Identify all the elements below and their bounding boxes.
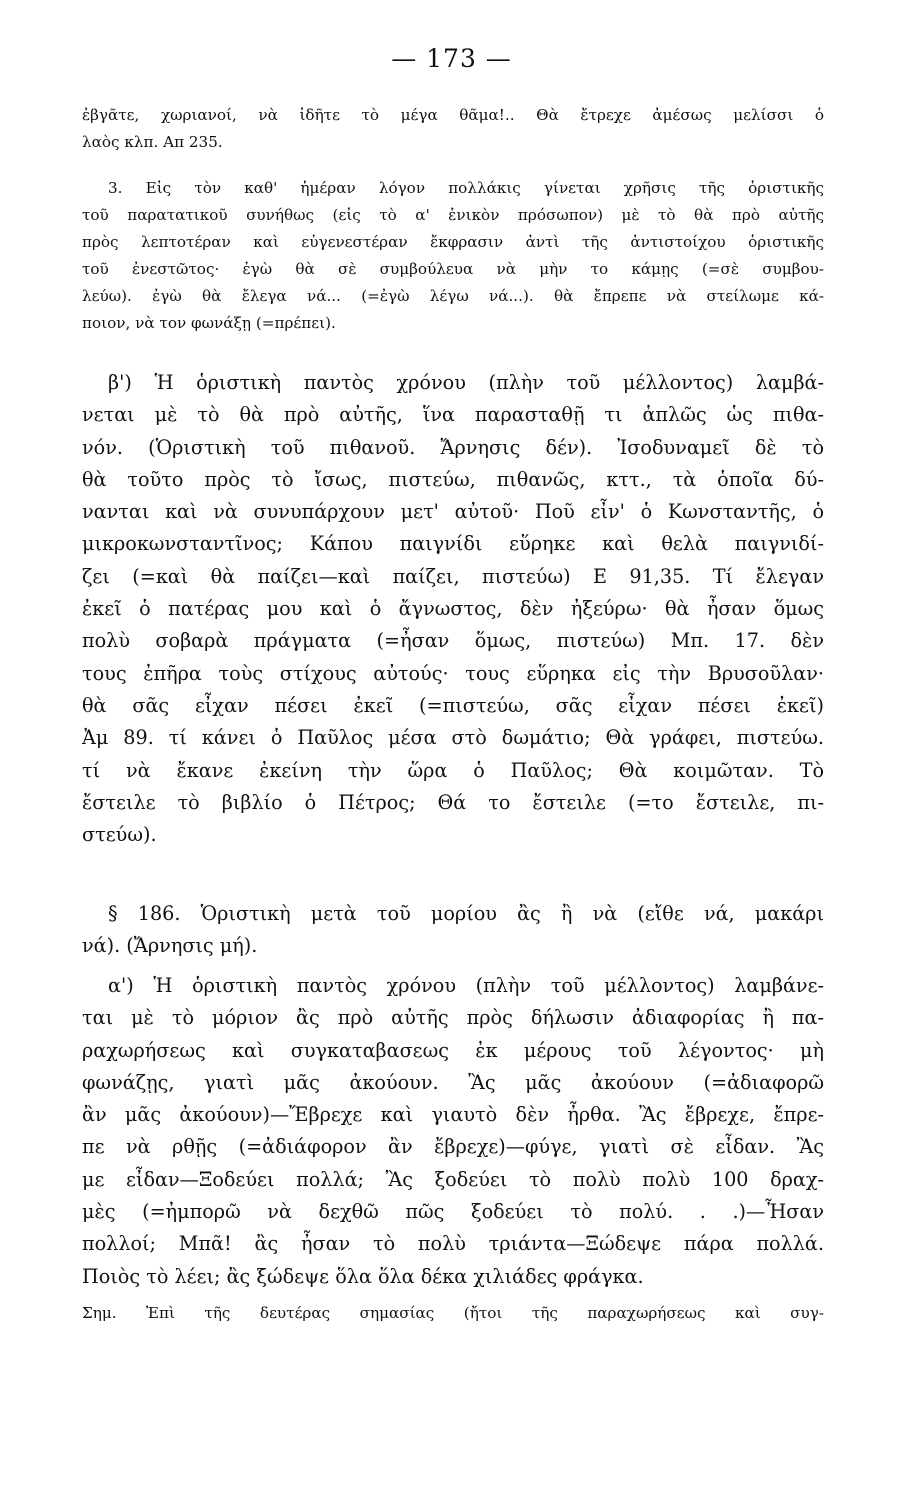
text-line: θὰ σᾶς εἶχαν πέσει ἐκεῖ (=πιστεύω, σᾶς εἶχαν πέσει ἐκεῖ) (82, 693, 824, 717)
text-line: Ἀμ 89. τί κάνει ὁ Παῦλος μέσα στὸ δωμάτιο; Θὰ γράφει, πιστεύω. (82, 726, 824, 750)
text-line: α') Ἡ ὁριστικὴ παντὸς χρόνου (πλὴν τοῦ μέλλοντος) λαμβάνε- (108, 974, 824, 997)
text-line: τί νὰ ἔκανε ἐκείνη τὴν ὥρα ὁ Παῦλος; Θὰ κοιμῶταν. Τὸ (82, 758, 824, 782)
text-line: στεύω). (82, 823, 157, 847)
text-line: μικροκωνσταντῖνος; Κάπου παιγνίδι εὕρηκε καὶ θελὰ παιγνιδί- (82, 532, 824, 556)
text-line: μὲς (=ἠμπορῶ νὰ δεχθῶ πῶς ξοδεύει τὸ πολύ. . .)—Ἦσαν (82, 1200, 824, 1224)
text-line: ται μὲ τὸ μόριον ἂς πρὸ αὐτῆς πρὸς δήλωσιν ἀδιαφορίας ἢ πα- (82, 1006, 824, 1030)
text-line: τοῦ ἐνεστῶτος· ἐγὼ θὰ σὲ συμβούλευα νὰ μὴν το κάμῃς (=σὲ συμβου- (82, 260, 824, 278)
text-line: πολὺ σοβαρὰ πράγματα (=ἦσαν ὅμως, πιστεύω) Μπ. 17. δὲν (82, 629, 824, 653)
example-continuation (82, 102, 824, 156)
text-line: λεύω). ἐγὼ θὰ ἔλεγα νά... (=ἐγὼ λέγω νά...). θὰ ἔπρεπε νὰ στείλωμε κά- (82, 287, 824, 305)
text-line: τοῦ παρατατικοῦ συνήθως (εἰς τὸ α' ἑνικὸν πρόσωπον) μὲ τὸ θὰ πρὸ αὐτῆς (82, 206, 824, 224)
text-line: § 186. Ὁριστικὴ μετὰ τοῦ μορίου ἂς ἢ νὰ (εἴθε νά, μακάρι (108, 902, 824, 925)
text-line: πρὸς λεπτοτέραν καὶ εὐγενεστέραν ἔκφρασιν ἀντὶ τῆς ἀντιστοίχου ὁριστικῆς (82, 233, 824, 251)
text-line: νεται μὲ τὸ θὰ πρὸ αὐτῆς, ἵνα παρασταθῇ τι ἁπλῶς ὡς πιθα- (82, 403, 824, 427)
text-line: πε νὰ ρθῇς (=ἀδιάφορον ἂν ἔβρεχε)—φύγε, γιατὶ σὲ εἶδαν. Ἂς (82, 1135, 824, 1159)
text-line: λαὸς κλπ. Απ 235. (82, 133, 223, 151)
text-line: β') Ἡ ὁριστικὴ παντὸς χρόνου (πλὴν τοῦ μέλλοντος) λαμβά- (108, 371, 824, 394)
paragraph-b (82, 367, 824, 851)
text-line: πολλοί; Μπᾶ! ἂς ἦσαν τὸ πολὺ τριάντα—Ξώδεψε πάρα πολλά. (82, 1232, 824, 1256)
page-number: — 173 — (391, 44, 512, 73)
text-line: ἂν μᾶς ἀκούουν)—Ἔβρεχε καὶ γιαυτὸ δὲν ἦρθα. Ἂς ἔβρεχε, ἔπρε- (82, 1103, 824, 1127)
text-line: νά). (Ἄρνησις μή). (82, 934, 258, 958)
text-line: με εἶδαν—Ξοδεύει πολλά; Ἂς ξοδεύει τὸ πολὺ πολὺ 100 δραχ- (82, 1167, 824, 1191)
text-line: ἔστειλε τὸ βιβλίο ὁ Πέτρος; Θά το ἔστειλε (=το ἔστειλε, πι- (82, 790, 824, 814)
paragraph-3 (82, 175, 824, 337)
text-line: ζει (=καὶ θὰ παίζει—καὶ παίζει, πιστεύω) Ε 91,35. Τί ἔλεγαν (82, 564, 824, 588)
text-line: ἐκεῖ ὁ πατέρας μου καὶ ὁ ἄγνωστος, δὲν ἠξεύρω· θὰ ἦσαν ὅμως (82, 597, 824, 621)
section-186 (82, 898, 824, 963)
paragraph-a (82, 970, 824, 1293)
note (82, 1300, 824, 1327)
text-line: Ποιὸς τὸ λέει; ἂς ξώδεψε ὅλα ὅλα δέκα χιλιάδες φράγκα. (82, 1264, 644, 1288)
text-line: νανται καὶ νὰ συνυπάρχουν μετ' αὐτοῦ· Ποῦ εἶν' ὁ Κωνσταντῆς, ὁ (82, 500, 824, 524)
text-line: ποιον, νὰ τον φωνάξῃ (=πρέπει). (82, 314, 336, 332)
text-line: 3. Εἰς τὸν καθ' ἡμέραν λόγον πολλάκις γίνεται χρῆσις τῆς ὁριστικῆς (108, 179, 824, 197)
text-line: ραχωρήσεως καὶ συγκαταβασεως ἐκ μέρους τοῦ λέγοντος· μὴ (82, 1038, 824, 1062)
text-line: Σημ. Ἐπὶ τῆς δευτέρας σημασίας (ἤτοι τῆς παραχωρήσεως καὶ συγ- (82, 1304, 824, 1322)
text-line: θὰ τοῦτο πρὸς τὸ ἴσως, πιστεύω, πιθανῶς, κττ., τὰ ὁποῖα δύ- (82, 467, 824, 491)
text-line: νόν. (Ὁριστικὴ τοῦ πιθανοῦ. Ἄρνησις δέν). Ἰσοδυναμεῖ δὲ τὸ (82, 435, 824, 459)
text-line: τους ἐπῆρα τοὺς στίχους αὐτούς· τους εὕρηκα εἰς τὴν Βρυσοῦλαν· (82, 661, 824, 685)
text-line: φωνάζῃς, γιατὶ μᾶς ἀκούουν. Ἂς μᾶς ἀκούουν (=ἀδιαφορῶ (82, 1070, 824, 1094)
text-line: ἐβγᾶτε, χωριανοί, νὰ ἰδῆτε τὸ μέγα θᾶμα!.. Θὰ ἔτρεχε ἀμέσως μελίσσι ὁ (82, 106, 824, 124)
